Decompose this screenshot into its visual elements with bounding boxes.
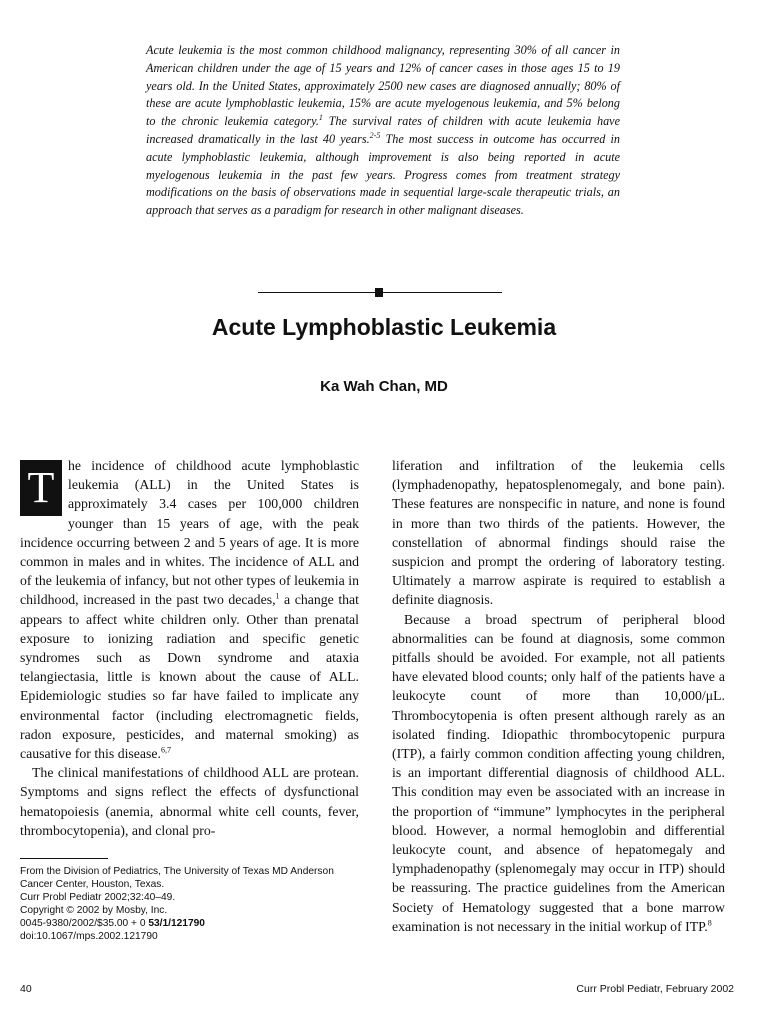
footnote-issn-text: 0045-9380/2002/$35.00 + 0 (20, 918, 149, 930)
abstract-ref-2: 2-5 (369, 130, 381, 140)
abstract-text: Acute leukemia is the most common childhood malignancy, representing 30% of all cancer in American children under the age of 15 years and 12% of cancer cases in those ages 15 to 19 years old. In the United States, approximately 2500 new cases are diagnosed annually; 80% of these are acute lymphoblastic leukemia, 15% are acute myelogenous leukemia, and 5% belong to the chronic leukemia category. (146, 43, 620, 129)
abstract-text-2: The survival rates of children with acute leukemia have increased dramatically in the last 40 years. (146, 114, 620, 146)
abstract-ref-1: 1 (318, 113, 323, 123)
footnote-citation: Curr Probl Pediatr 2002;32:40–49. (20, 892, 176, 904)
paragraph-1 (20, 456, 359, 763)
footnote (20, 865, 370, 944)
footnote-doi: doi:10.1067/mps.2002.121790 (20, 931, 158, 943)
footnote-affiliation-1: From the Division of Pediatrics, The University of Texas MD Anderson (20, 866, 334, 877)
footnote-copyright: Copyright © 2002 by Mosby, Inc. (20, 905, 168, 917)
article-title: Acute Lymphoblastic Leukemia (211, 314, 557, 340)
footnote-issn (20, 917, 370, 930)
citation-8: 8 (707, 918, 712, 928)
footnote-affiliation-2: Cancer Center, Houston, Texas. (20, 879, 165, 891)
paragraph-4 (392, 610, 725, 936)
author-name: Ka Wah Chan, MD (320, 378, 448, 395)
paragraph-1-text-a: he incidence of childhood acute lymphoblastic leukemia (ALL) in the United States is approximately 3.4 cases per 100,000 children younger than 15 years of age, with the peak incidence occurring between 2 and 5 years of age. It is more common in males and in whites. The incidence of ALL and of the leukemia of infancy, but not other types of leukemia in childhood, increased in the past two decades, (20, 458, 359, 608)
paragraph-4-text: Because a broad spectrum of peripheral blood abnormalities can be found at diagnosis, some common pitfalls should be avoided. For example, not all patients have elevated blood counts; only half of the patients have a leukocyte count of more than 10,000/μL. Thrombocytopenia is often present although rarely as an isolated finding. Idiopathic thrombocytopenic purpura (ITP), a fairly common condition affecting young children, is an important differential diagnosis of childhood ALL. This condition may even be associated with an increase in the proportion of “immune” lymphocytes in the peripheral blood. However, a normal hemoglobin and differential leukocyte count, and absence of hepatomegaly and lymphadenopathy (splenomegaly may occur in ITP) should be reassuring. The practice guidelines from the American Society of Hematology suggested that a bone marrow examination is not necessary in the initial workup of ITP. (392, 611, 725, 934)
journal-footer: Curr Probl Pediatr, February 2002 (576, 983, 734, 995)
paragraph-1-text-b: a change that appears to affect white children only. Other than prenatal exposure to ionizing radiation and specific genetic syndromes such as Down syndrome and ataxia telangiectasia, little is known about the cause of ALL. Epidemiologic studies so far have failed to implicate any environmental factor (including electromagnetic fields, radon exposure, pesticides, and maternal smoking) as causative for this disease. (20, 592, 360, 762)
right-column (392, 456, 725, 936)
drop-cap: T (20, 460, 62, 516)
citation-1: 1 (275, 591, 280, 601)
paragraph-3: liferation and infiltration of the leukemia cells (lymphadenopathy, hepatosplenomegaly, and bone pain). These features are nonspecific in nature, and none is found in more than two thirds of the patients. However, the constellation of abnormal findings should raise the suspicion and prompt the ordering of laboratory testing. Ultimately a marrow aspirate is required to establish a definite diagnosis. (392, 458, 725, 608)
abstract (146, 42, 620, 220)
citation-6-7: 6,7 (161, 745, 171, 755)
page-number: 40 (20, 983, 32, 995)
footnote-issn-code: 53/1/121790 (148, 918, 205, 930)
paragraph-2: The clinical manifestations of childhood ALL are protean. Symptoms and signs reflect the effects of dysfunctional hematopoiesis (anemia, abnormal white cell counts, fever, thrombocytopenia), and clonal pro- (20, 765, 359, 838)
divider-square-icon (375, 288, 383, 297)
footnote-rule (20, 858, 108, 859)
abstract-text-3: The most success in outcome has occurred in acute lymphoblastic leukemia, although improvement is also being reported in acute myelogenous leukemia in the past few years. Progress comes from treatment strategy modifications on the basis of observations made in sequential large-scale therapeutic trials, an approach that serves as a paradigm for research in other malignant diseases. (146, 131, 621, 218)
left-column (20, 456, 359, 840)
